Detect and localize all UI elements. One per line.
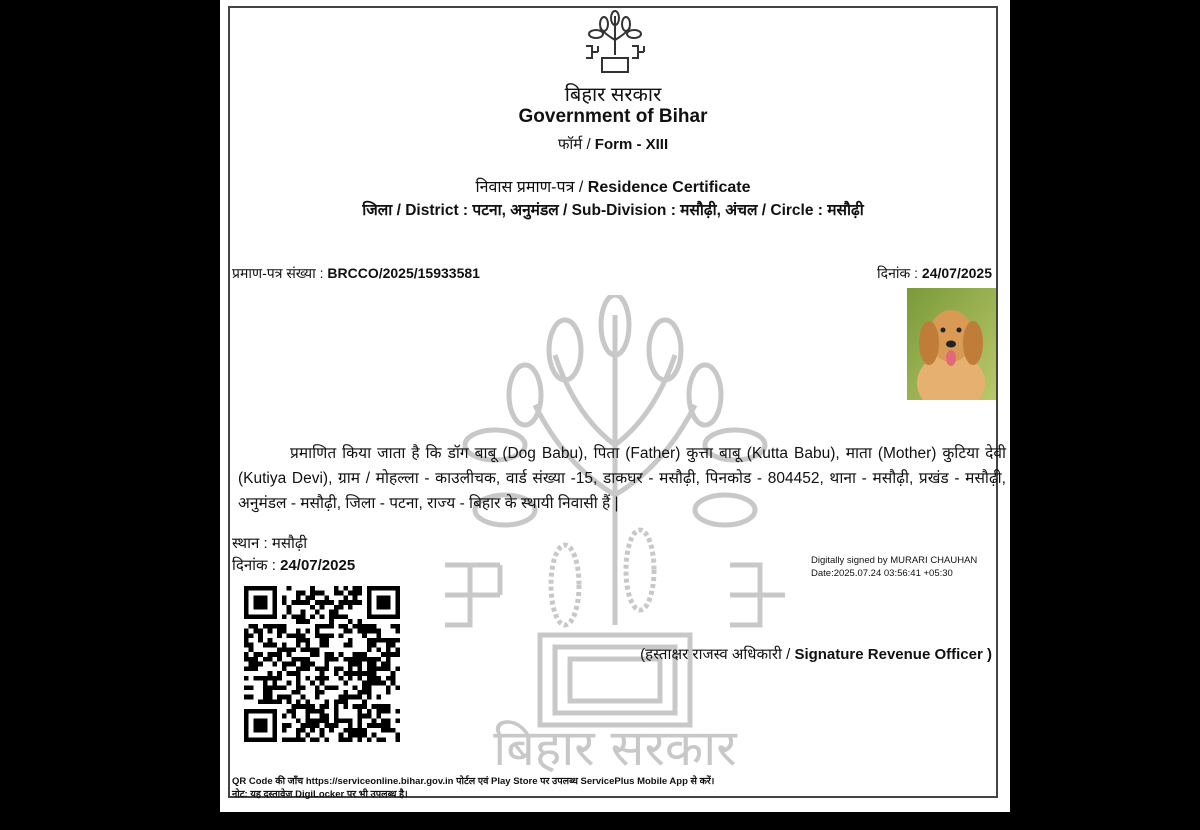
cert-title-hindi: निवास प्रमाण-पत्र / — [475, 179, 584, 196]
dog-photo — [907, 288, 996, 400]
place-value: मसौढ़ी — [271, 535, 308, 552]
certificate-border — [228, 6, 1006, 800]
place-label: स्थान : — [232, 535, 268, 552]
govt-name-hindi: बिहार सरकार — [564, 84, 662, 106]
watermark-text: बिहार सरकार — [493, 719, 737, 775]
certificate-page — [220, 0, 1010, 812]
district-line: जिला / District : पटना, अनुमंडल / Sub-Division : मसौढ़ी, अंचल / Circle : मसौढ़ी — [362, 202, 864, 219]
signature-label-hindi: (हस्ताक्षर राजस्व अधिकारी / — [640, 646, 791, 663]
form-label-hindi: फॉर्म / — [557, 136, 591, 153]
issue-date: 24/07/2025 — [921, 265, 992, 281]
cert-no-label: प्रमाण-पत्र संख्या : — [232, 265, 324, 281]
place-date-label: दिनांक : — [232, 557, 276, 574]
form-number: Form - XIII — [594, 136, 669, 153]
digital-signature-date: Date:2025.07.24 03:56:41 +05:30 — [811, 568, 953, 579]
bihar-emblem-icon — [580, 10, 650, 76]
govt-name-english: Government of Bihar — [518, 106, 708, 127]
cert-no: BRCCO/2025/15933581 — [327, 265, 480, 281]
qr-verification-note: QR Code की जाँच https://serviceonline.bihar.gov.in पोर्टल एवं Play Store पर उपलब्ध ServicePlus Mobile App से करें। — [232, 776, 715, 787]
certification-text: प्रमाणित किया जाता है कि डॉग बाबू (Dog Babu), पिता (Father) कुत्ता बाबू (Kutta Babu), माता (Mother) कुटिया देवी (Kutiya Devi), ग्राम / मोहल्ला - काउलीचक, वार्ड संख्या -15, डाकघर - मसौढ़ी, पिनकोड - 804452, थाना - मसौढ़ी, प्रखंड - मसौढ़ी, अनुमंडल - मसौढ़ी, जिला - पटना, राज्य - बिहार के स्थायी निवासी हैं | — [238, 445, 1006, 512]
signature-label-english: Signature Revenue Officer ) — [794, 646, 992, 663]
digilocker-note: नोट: यह दस्तावेज DigiLocker पर भी उपलब्ध है। — [232, 789, 408, 800]
place-date: 24/07/2025 — [280, 557, 356, 574]
certification-paragraph — [238, 441, 1006, 516]
digital-signature-name: Digitally signed by MURARI CHAUHAN — [811, 555, 978, 566]
date-label: दिनांक : — [877, 265, 919, 281]
qr-code[interactable] — [244, 586, 400, 742]
cert-title-english: Residence Certificate — [587, 179, 751, 196]
